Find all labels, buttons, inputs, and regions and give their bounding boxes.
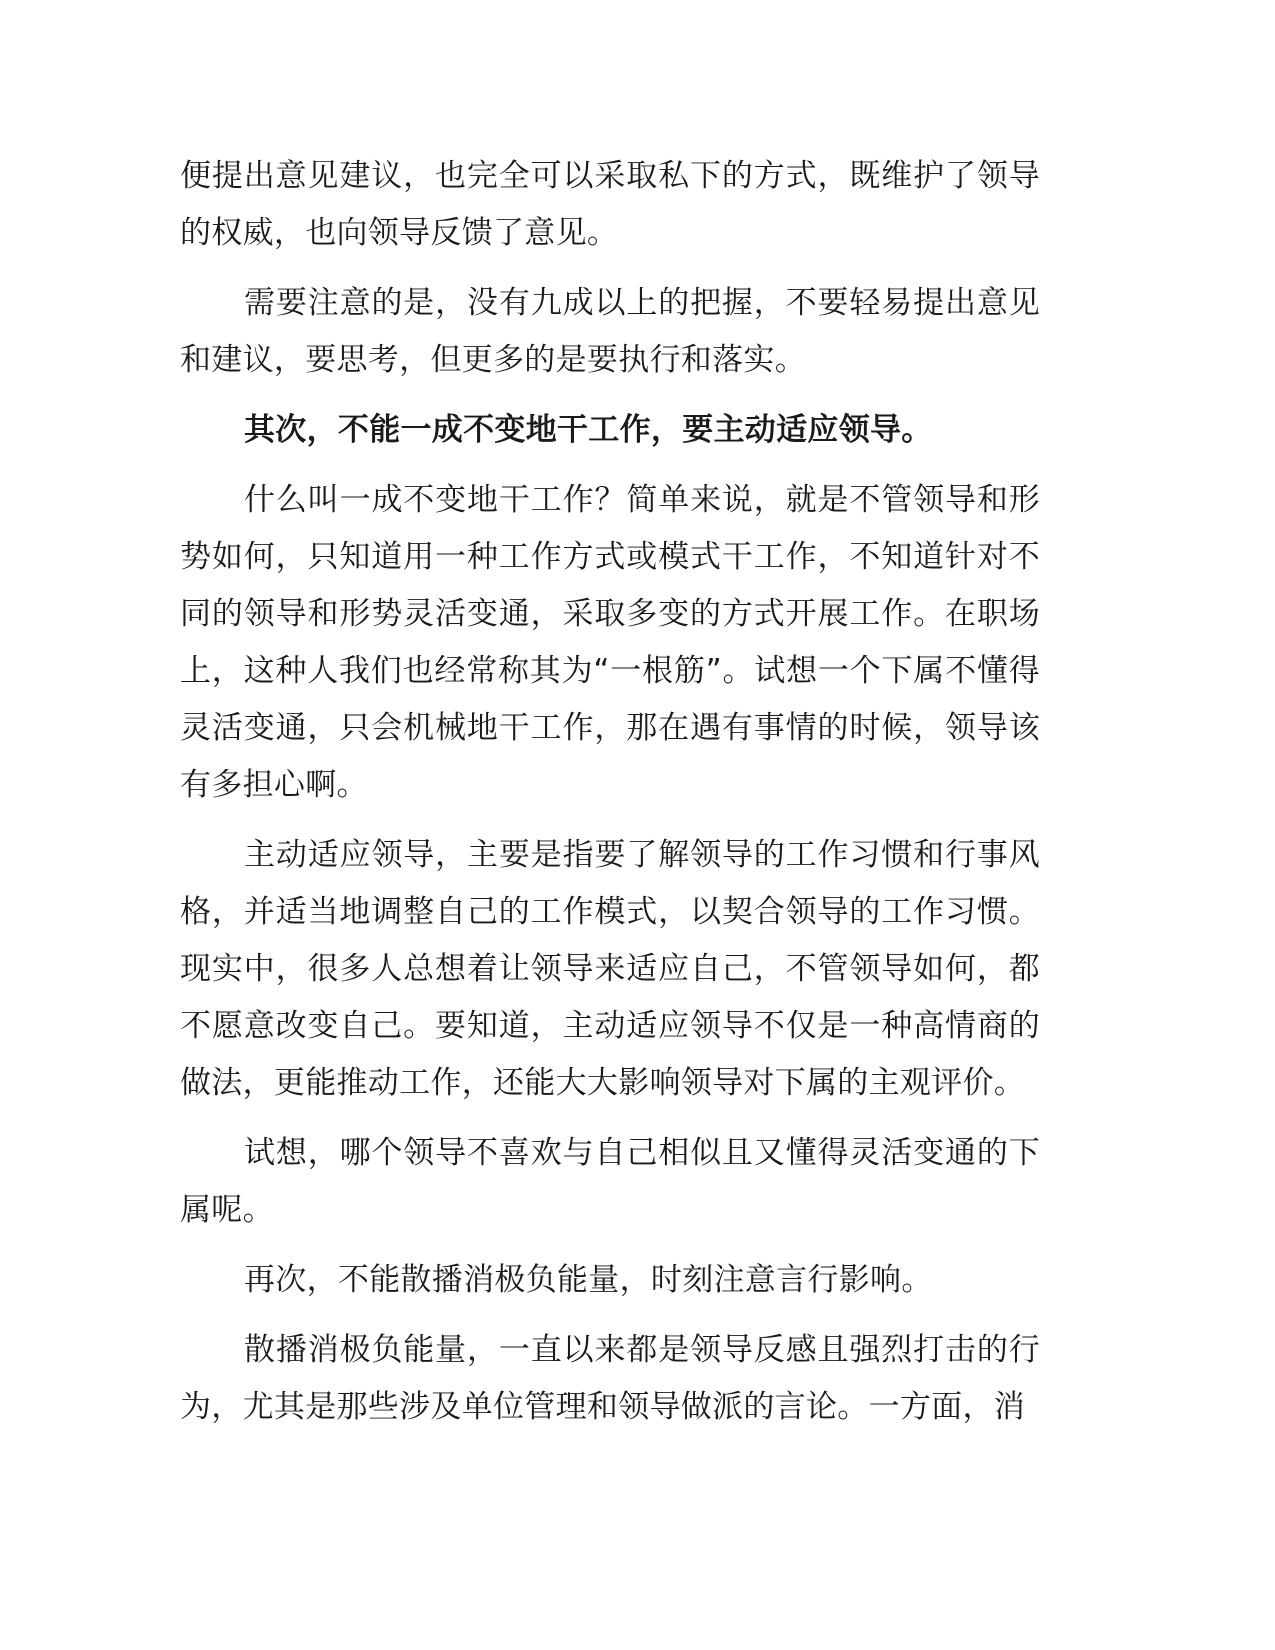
section-heading-third: 再次，不能散播消极负能量，时刻注意言行影响。 [244,1262,933,1298]
paragraph-1: 便提出意见建议，也完全可以采取私下的方式，既维护了领导的权威，也向领导反馈了意见。 [180,158,1040,251]
paragraph-8: 散播消极负能量，一直以来都是领导反感且强烈打击的行为，尤其是那些涉及单位管理和领导做派的言论。一方面，消 [180,1332,1040,1425]
paragraph-4: 什么叫一成不变地干工作？简单来说，就是不管领导和形势如何，只知道用一种工作方式或模式干工作，不知道针对不同的领导和形势灵活变通，采取多变的方式开展工作。在职场上，这种人我们也经常称其为“一根筋”。试想一个下属不懂得灵活变通，只会机械地干工作，那在遇有事情的时候，领导该有多担心啊。 [180,482,1040,803]
paragraph-2: 需要注意的是，没有九成以上的把握，不要轻易提出意见和建议，要思考，但更多的是要执行和落实。 [180,285,1040,378]
paragraph-6: 试想，哪个领导不喜欢与自己相似且又懂得灵活变通的下属呢。 [180,1135,1040,1228]
document-body [180,148,1040,1449]
paragraph-5: 主动适应领导，主要是指要了解领导的工作习惯和行事风格，并适当地调整自己的工作模式，以契合领导的工作习惯。现实中，很多人总想着让领导来适应自己，不管领导如何，都不愿意改变自己。要知道，主动适应领导不仅是一种高情商的做法，更能推动工作，还能大大影响领导对下属的主观评价。 [180,837,1040,1101]
section-heading-second: 其次，不能一成不变地干工作，要主动适应领导。 [244,412,933,448]
